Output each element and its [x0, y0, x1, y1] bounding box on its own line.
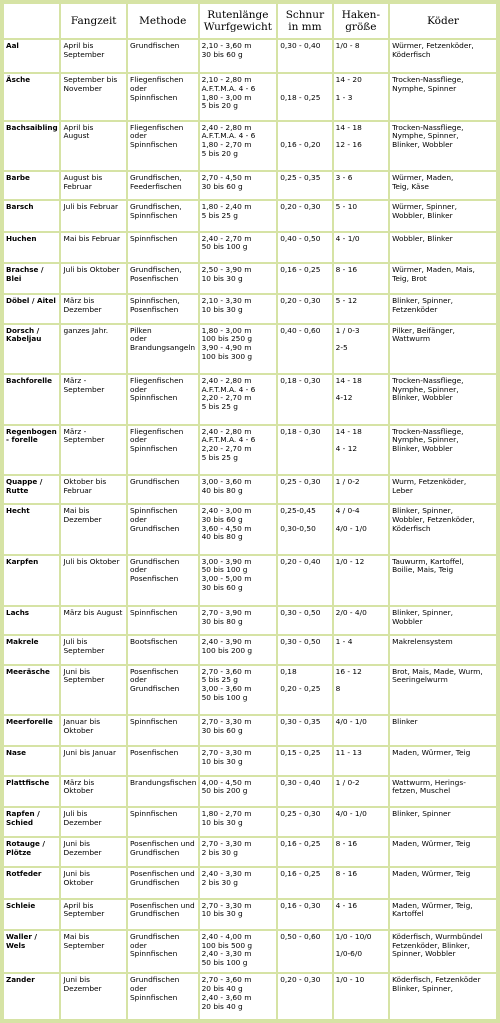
- schnur-cell: 0,16 - 0,25: [278, 838, 331, 866]
- fangzeit-cell: Juni bis Dezember: [61, 838, 126, 866]
- fangzeit-cell: März - September: [61, 375, 126, 423]
- rutenlaenge-cell: 1,80 - 3,00 m 100 bis 250 g 3,90 - 4,90 m 100 bis 300 g: [200, 325, 277, 373]
- methode-cell: Spinnfischen: [128, 808, 198, 836]
- fish-name: Barbe: [4, 172, 59, 199]
- schnur-cell: 0,20 - 0,30: [278, 201, 331, 230]
- haken-cell: 3 - 6: [334, 172, 388, 199]
- koeder-cell: Makrelensystem: [390, 636, 496, 663]
- rutenlaenge-cell: 2,70 - 3,60 m 5 bis 25 g 3,00 - 3,60 m 50 bis 100 g: [200, 666, 277, 714]
- koeder-cell: Würmer, Spinner, Wobbler, Blinker: [390, 201, 496, 230]
- methode-cell: Pilken oder Brandungsangeln: [128, 325, 198, 373]
- haken-cell: 14 - 18 12 - 16: [334, 122, 388, 170]
- methode-cell: Posenfischen oder Grundfischen: [128, 666, 198, 714]
- schnur-cell: 0,18 - 0,30: [278, 426, 331, 474]
- fish-name: Quappe / Rutte: [4, 476, 59, 503]
- header-corner: [4, 4, 59, 38]
- haken-cell: 4/0 - 1/0: [334, 808, 388, 836]
- haken-cell: 1/0 - 10/0 1/0-6/0: [334, 931, 388, 972]
- haken-cell: 14 - 20 1 - 3: [334, 74, 388, 119]
- rutenlaenge-cell: 2,40 - 2,80 m A.F.T.M.A. 4 - 6 1,80 - 2,70 m 5 bis 20 g: [200, 122, 277, 170]
- rutenlaenge-cell: 2,50 - 3,90 m 10 bis 30 g: [200, 264, 277, 293]
- koeder-cell: Brot, Mais, Made, Wurm, Seeringelwurm: [390, 666, 496, 714]
- schnur-cell: 0,20 - 0,30: [278, 974, 331, 1019]
- fish-name: Rotauge / Plötze: [4, 838, 59, 866]
- rutenlaenge-cell: 2,40 - 2,70 m 50 bis 100 g: [200, 233, 277, 262]
- header-row: [4, 4, 496, 38]
- methode-cell: Spinnfischen, Posenfischen: [128, 295, 198, 322]
- fangzeit-cell: Juli bis Oktober: [61, 556, 126, 605]
- schnur-cell: 0,16 - 0,30: [278, 900, 331, 929]
- header-methode: Methode: [128, 4, 198, 38]
- methode-cell: Spinnfischen oder Grundfischen: [128, 505, 198, 553]
- table-row: [4, 233, 496, 262]
- fangzeit-cell: ganzes Jahr.: [61, 325, 126, 373]
- schnur-cell: 0,30 - 0,40: [278, 40, 331, 72]
- haken-cell: 8 - 16: [334, 264, 388, 293]
- table-row: [4, 931, 496, 972]
- fangzeit-cell: April bis August: [61, 122, 126, 170]
- fangzeit-cell: Mai bis Dezember: [61, 505, 126, 553]
- fangzeit-cell: Mai bis September: [61, 931, 126, 972]
- rutenlaenge-cell: 2,40 - 3,90 m 100 bis 200 g: [200, 636, 277, 663]
- fangzeit-cell: Juli bis Oktober: [61, 264, 126, 293]
- haken-cell: 8 - 16: [334, 838, 388, 866]
- table-row: [4, 476, 496, 503]
- koeder-cell: Blinker, Spinner, Fetzenköder: [390, 295, 496, 322]
- haken-cell: 4 - 1/0: [334, 233, 388, 262]
- header-rutenlaenge: Rutenlänge Wurfgewicht: [200, 4, 277, 38]
- methode-cell: Bootsfischen: [128, 636, 198, 663]
- fishing-table: [2, 2, 498, 1021]
- methode-cell: Spinnfischen: [128, 607, 198, 634]
- fish-name: Bachsaibling: [4, 122, 59, 170]
- rutenlaenge-cell: 2,70 - 3,60 m 20 bis 40 g 2,40 - 3,60 m 20 bis 40 g: [200, 974, 277, 1019]
- koeder-cell: Blinker, Spinner, Wobbler: [390, 607, 496, 634]
- header-fangzeit: Fangzeit: [61, 4, 126, 38]
- koeder-cell: Trocken-Nassfliege, Nymphe, Spinner, Blinker, Wobbler: [390, 426, 496, 474]
- table-row: [4, 325, 496, 373]
- haken-cell: 5 - 12: [334, 295, 388, 322]
- table-body: [4, 40, 496, 1019]
- methode-cell: Fliegenfischen oder Spinnfischen: [128, 122, 198, 170]
- schnur-cell: 0,25 - 0,30: [278, 476, 331, 503]
- schnur-cell: 0,30 - 0,40: [278, 777, 331, 806]
- methode-cell: Spinnfischen: [128, 716, 198, 745]
- fangzeit-cell: Juni bis Dezember: [61, 974, 126, 1019]
- fish-name: Hecht: [4, 505, 59, 553]
- fangzeit-cell: Juli bis Februar: [61, 201, 126, 230]
- fish-name: Bachforelle: [4, 375, 59, 423]
- haken-cell: 1 / 0-2: [334, 777, 388, 806]
- fish-name: Dorsch / Kabeljau: [4, 325, 59, 373]
- table-row: [4, 74, 496, 119]
- haken-cell: 1/0 - 8: [334, 40, 388, 72]
- fish-name: Meeräsche: [4, 666, 59, 714]
- table-row: [4, 556, 496, 605]
- haken-cell: 4 / 0-4 4/0 - 1/0: [334, 505, 388, 553]
- table-row: [4, 505, 496, 553]
- koeder-cell: Würmer, Fetzenköder, Köderfisch: [390, 40, 496, 72]
- koeder-cell: Trocken-Nassfliege, Nymphe, Spinner, Blinker, Wobbler: [390, 122, 496, 170]
- fangzeit-cell: Oktober bis Februar: [61, 476, 126, 503]
- koeder-cell: Tauwurm, Kartoffel, Boilie, Mais, Teig: [390, 556, 496, 605]
- table-row: [4, 838, 496, 866]
- schnur-cell: 0,40 - 0,50: [278, 233, 331, 262]
- fish-name: Döbel / Aitel: [4, 295, 59, 322]
- methode-cell: Grundfischen, Feederfischen: [128, 172, 198, 199]
- rutenlaenge-cell: 2,70 - 3,30 m 10 bis 30 g: [200, 900, 277, 929]
- methode-cell: Spinnfischen: [128, 233, 198, 262]
- methode-cell: Grundfischen: [128, 476, 198, 503]
- fish-name: Rapfen / Schied: [4, 808, 59, 836]
- koeder-cell: Wobbler, Blinker: [390, 233, 496, 262]
- rutenlaenge-cell: 2,70 - 4,50 m 30 bis 60 g: [200, 172, 277, 199]
- schnur-cell: 0,15 - 0,25: [278, 747, 331, 774]
- fish-name: Barsch: [4, 201, 59, 230]
- fangzeit-cell: Juli bis September: [61, 636, 126, 663]
- fangzeit-cell: Mai bis Februar: [61, 233, 126, 262]
- table-row: [4, 607, 496, 634]
- rutenlaenge-cell: 2,70 - 3,30 m 30 bis 60 g: [200, 716, 277, 745]
- schnur-cell: 0,25 - 0,35: [278, 172, 331, 199]
- schnur-cell: 0,30 - 0,50: [278, 636, 331, 663]
- methode-cell: Grundfischen oder Spinnfischen: [128, 931, 198, 972]
- koeder-cell: Maden, Würmer, Teig, Kartoffel: [390, 900, 496, 929]
- rutenlaenge-cell: 2,10 - 2,80 m A.F.T.M.A. 4 - 6 1,80 - 3,00 m 5 bis 20 g: [200, 74, 277, 119]
- rutenlaenge-cell: 4,00 - 4,50 m 50 bis 200 g: [200, 777, 277, 806]
- schnur-cell: 0,20 - 0,40: [278, 556, 331, 605]
- schnur-cell: 0,18 - 0,25: [278, 74, 331, 119]
- schnur-cell: 0,50 - 0,60: [278, 931, 331, 972]
- schnur-cell: 0,25-0,45 0,30-0,50: [278, 505, 331, 553]
- koeder-cell: Würmer, Maden, Mais, Teig, Brot: [390, 264, 496, 293]
- table-row: [4, 747, 496, 774]
- table-frame: [2, 2, 498, 1021]
- haken-cell: 1/0 - 12: [334, 556, 388, 605]
- haken-cell: 4/0 - 1/0: [334, 716, 388, 745]
- methode-cell: Grundfischen oder Spinnfischen: [128, 974, 198, 1019]
- table-row: [4, 295, 496, 322]
- haken-cell: 1 / 0-2: [334, 476, 388, 503]
- header-koeder: Köder: [390, 4, 496, 38]
- haken-cell: 1 / 0-3 2-5: [334, 325, 388, 373]
- koeder-cell: Trocken-Nassfliege, Nymphe, Spinner: [390, 74, 496, 119]
- fish-name: Waller / Wels: [4, 931, 59, 972]
- haken-cell: 2/0 - 4/0: [334, 607, 388, 634]
- table-row: [4, 974, 496, 1019]
- methode-cell: Grundfischen: [128, 40, 198, 72]
- schnur-cell: 0,16 - 0,25: [278, 868, 331, 897]
- rutenlaenge-cell: 3,00 - 3,90 m 50 bis 100 g 3,00 - 5,00 m 30 bis 60 g: [200, 556, 277, 605]
- methode-cell: Grundfischen oder Posenfischen: [128, 556, 198, 605]
- rutenlaenge-cell: 2,70 - 3,30 m 10 bis 30 g: [200, 747, 277, 774]
- fish-name: Huchen: [4, 233, 59, 262]
- fangzeit-cell: März bis Dezember: [61, 295, 126, 322]
- fish-name: Rotfeder: [4, 868, 59, 897]
- fish-name: Äsche: [4, 74, 59, 119]
- fish-name: Lachs: [4, 607, 59, 634]
- fish-name: Meerforelle: [4, 716, 59, 745]
- schnur-cell: 0,16 - 0,25: [278, 264, 331, 293]
- methode-cell: Posenfischen und Grundfischen: [128, 900, 198, 929]
- fangzeit-cell: März - September: [61, 426, 126, 474]
- methode-cell: Posenfischen: [128, 747, 198, 774]
- rutenlaenge-cell: 2,40 - 3,00 m 30 bis 60 g 3,60 - 4,50 m 40 bis 80 g: [200, 505, 277, 553]
- koeder-cell: Köderfisch, Wurmbündel Fetzenköder, Blinker, Spinner, Wobbler: [390, 931, 496, 972]
- rutenlaenge-cell: 2,40 - 3,30 m 2 bis 30 g: [200, 868, 277, 897]
- rutenlaenge-cell: 2,70 - 3,90 m 30 bis 80 g: [200, 607, 277, 634]
- fish-name: Zander: [4, 974, 59, 1019]
- fangzeit-cell: April bis September: [61, 900, 126, 929]
- rutenlaenge-cell: 3,00 - 3,60 m 40 bis 80 g: [200, 476, 277, 503]
- fangzeit-cell: Juni bis Oktober: [61, 868, 126, 897]
- methode-cell: Posenfischen und Grundfischen: [128, 838, 198, 866]
- koeder-cell: Köderfisch, Fetzenköder Blinker, Spinner,: [390, 974, 496, 1019]
- rutenlaenge-cell: 2,40 - 4,00 m 100 bis 500 g 2,40 - 3,30 m 50 bis 100 g: [200, 931, 277, 972]
- fish-name: Brachse / Blei: [4, 264, 59, 293]
- koeder-cell: Wurm, Fetzenköder, Leber: [390, 476, 496, 503]
- methode-cell: Brandungsfischen: [128, 777, 198, 806]
- table-row: [4, 172, 496, 199]
- fish-name: Aal: [4, 40, 59, 72]
- header-schnur: Schnur in mm: [278, 4, 331, 38]
- koeder-cell: Blinker, Spinner: [390, 808, 496, 836]
- table-row: [4, 900, 496, 929]
- table-row: [4, 868, 496, 897]
- rutenlaenge-cell: 1,80 - 2,70 m 10 bis 30 g: [200, 808, 277, 836]
- haken-cell: 1 - 4: [334, 636, 388, 663]
- table-row: [4, 426, 496, 474]
- schnur-cell: 0,30 - 0,35: [278, 716, 331, 745]
- table-row: [4, 122, 496, 170]
- fangzeit-cell: Januar bis Oktober: [61, 716, 126, 745]
- haken-cell: 11 - 13: [334, 747, 388, 774]
- rutenlaenge-cell: 2,40 - 2,80 m A.F.T.M.A. 4 - 6 2,20 - 2,70 m 5 bis 25 g: [200, 375, 277, 423]
- fangzeit-cell: März bis August: [61, 607, 126, 634]
- koeder-cell: Maden, Würmer, Teig: [390, 838, 496, 866]
- koeder-cell: Pilker, Beifänger, Wattwurm: [390, 325, 496, 373]
- table-row: [4, 375, 496, 423]
- methode-cell: Fliegenfischen oder Spinnfischen: [128, 74, 198, 119]
- table-row: [4, 666, 496, 714]
- methode-cell: Fliegenfischen oder Spinnfischen: [128, 375, 198, 423]
- schnur-cell: 0,40 - 0,60: [278, 325, 331, 373]
- schnur-cell: 0,25 - 0,30: [278, 808, 331, 836]
- rutenlaenge-cell: 2,70 - 3,30 m 2 bis 30 g: [200, 838, 277, 866]
- haken-cell: 16 - 12 8: [334, 666, 388, 714]
- header-haken: Haken- größe: [334, 4, 388, 38]
- fangzeit-cell: März bis Oktober: [61, 777, 126, 806]
- table-row: [4, 40, 496, 72]
- schnur-cell: 0,16 - 0,20: [278, 122, 331, 170]
- rutenlaenge-cell: 2,10 - 3,60 m 30 bis 60 g: [200, 40, 277, 72]
- fangzeit-cell: April bis September: [61, 40, 126, 72]
- table-row: [4, 808, 496, 836]
- table-row: [4, 777, 496, 806]
- schnur-cell: 0,30 - 0,50: [278, 607, 331, 634]
- fish-name: Plattfische: [4, 777, 59, 806]
- fangzeit-cell: Juni bis Januar: [61, 747, 126, 774]
- rutenlaenge-cell: 2,40 - 2,80 m A.F.T.M.A. 4 - 6 2,20 - 2,70 m 5 bis 25 g: [200, 426, 277, 474]
- haken-cell: 14 - 18 4-12: [334, 375, 388, 423]
- methode-cell: Posenfischen und Grundfischen: [128, 868, 198, 897]
- methode-cell: Grundfischen, Spinnfischen: [128, 201, 198, 230]
- koeder-cell: Blinker: [390, 716, 496, 745]
- fish-name: Karpfen: [4, 556, 59, 605]
- fish-name: Regenbogen - forelle: [4, 426, 59, 474]
- fangzeit-cell: Juni bis September: [61, 666, 126, 714]
- koeder-cell: Maden, Würmer, Teig: [390, 868, 496, 897]
- fangzeit-cell: Juli bis Dezember: [61, 808, 126, 836]
- methode-cell: Fliegenfischen oder Spinnfischen: [128, 426, 198, 474]
- fish-name: Schleie: [4, 900, 59, 929]
- rutenlaenge-cell: 2,10 - 3,30 m 10 bis 30 g: [200, 295, 277, 322]
- fangzeit-cell: August bis Februar: [61, 172, 126, 199]
- table-row: [4, 636, 496, 663]
- koeder-cell: Wattwurm, Herings- fetzen, Muschel: [390, 777, 496, 806]
- koeder-cell: Maden, Würmer, Teig: [390, 747, 496, 774]
- haken-cell: 4 - 16: [334, 900, 388, 929]
- haken-cell: 8 - 16: [334, 868, 388, 897]
- koeder-cell: Blinker, Spinner, Wobbler, Fetzenköder, Köderfisch: [390, 505, 496, 553]
- rutenlaenge-cell: 1,80 - 2,40 m 5 bis 25 g: [200, 201, 277, 230]
- haken-cell: 14 - 18 4 - 12: [334, 426, 388, 474]
- table-row: [4, 716, 496, 745]
- haken-cell: 5 - 10: [334, 201, 388, 230]
- fangzeit-cell: September bis November: [61, 74, 126, 119]
- table-row: [4, 201, 496, 230]
- table-row: [4, 264, 496, 293]
- fish-name: Makrele: [4, 636, 59, 663]
- fish-name: Nase: [4, 747, 59, 774]
- haken-cell: 1/0 - 10: [334, 974, 388, 1019]
- schnur-cell: 0,18 0,20 - 0,25: [278, 666, 331, 714]
- koeder-cell: Trocken-Nassfliege, Nymphe, Spinner, Blinker, Wobbler: [390, 375, 496, 423]
- koeder-cell: Würmer, Maden, Teig, Käse: [390, 172, 496, 199]
- methode-cell: Grundfischen, Posenfischen: [128, 264, 198, 293]
- schnur-cell: 0,20 - 0,30: [278, 295, 331, 322]
- schnur-cell: 0,18 - 0,30: [278, 375, 331, 423]
